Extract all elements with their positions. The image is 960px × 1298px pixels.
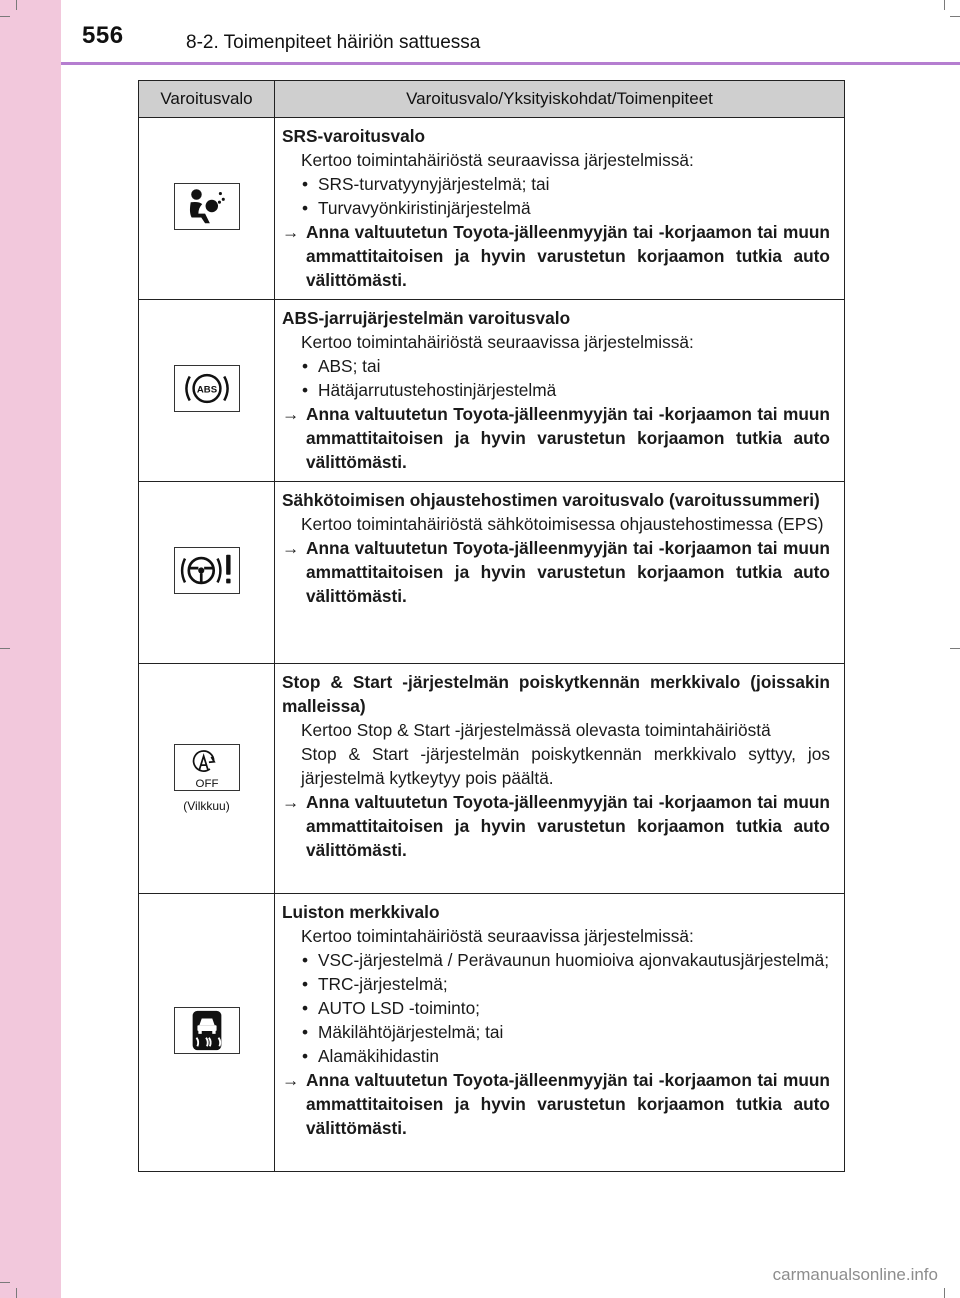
action-text: Anna valtuutetun Toyota-jälleenmyyjän tai -korjaamon tai muun ammattitaitoisen ja hyvin varustetun korjaamon tutkia auto välittömästi. <box>306 404 830 472</box>
table-row <box>139 664 845 894</box>
header-rule <box>61 62 960 65</box>
watermark: carmanualsonline.info <box>772 1265 938 1284</box>
details-cell <box>275 300 845 482</box>
list-item: • TRC-järjestelmä; <box>282 972 830 996</box>
list-item: • AUTO LSD -toiminto; <box>282 996 830 1020</box>
column-header-warning-light: Varoitusvalo <box>139 81 275 118</box>
icon-cell <box>139 482 275 664</box>
icon-cell <box>139 118 275 300</box>
action-text: Anna valtuutetun Toyota-jälleenmyyjän tai -korjaamon tai muun ammattitaitoisen ja hyvin varustetun korjaamon tutkia auto välittömästi. <box>306 792 830 860</box>
slip-indicator-icon <box>174 1007 240 1054</box>
warning-description: Stop & Start -järjestelmän poiskytkennän merkkivalo syttyy, jos järjestelmä kytkeytyy pois päältä. <box>301 744 830 788</box>
list-item: • Alamäkihidastin <box>282 1044 830 1068</box>
arrow-icon: → <box>282 792 300 812</box>
details-cell <box>275 664 845 894</box>
table-row <box>139 894 845 1172</box>
crop-mark <box>950 16 960 17</box>
table-row <box>139 300 845 482</box>
list-item: • Mäkilähtöjärjestelmä; tai <box>282 1020 830 1044</box>
abs-warning-icon <box>174 365 240 412</box>
details-cell <box>275 118 845 300</box>
action-text: Anna valtuutetun Toyota-jälleenmyyjän tai -korjaamon tai muun ammattitaitoisen ja hyvin varustetun korjaamon tutkia auto välittömästi. <box>306 222 830 290</box>
abs-icon-label: ABS <box>196 383 217 395</box>
action-text: Anna valtuutetun Toyota-jälleenmyyjän tai -korjaamon tai muun ammattitaitoisen ja hyvin varustetun korjaamon tutkia auto välittömästi. <box>306 538 830 606</box>
arrow-icon: → <box>282 222 300 242</box>
table-header-row <box>139 81 845 118</box>
crop-mark <box>0 648 10 649</box>
action-instruction <box>282 536 830 608</box>
action-text: Anna valtuutetun Toyota-jälleenmyyjän tai -korjaamon tai muun ammattitaitoisen ja hyvin varustetun korjaamon tutkia auto välittömästi. <box>306 1070 830 1138</box>
icon-caption: (Vilkkuu) <box>183 799 230 813</box>
table-row <box>139 118 845 300</box>
icon-cell <box>139 300 275 482</box>
crop-mark <box>950 648 960 649</box>
left-margin-band <box>0 0 61 1298</box>
crop-mark <box>16 0 17 10</box>
power-steering-warning-icon <box>174 547 240 594</box>
action-instruction <box>282 790 830 862</box>
warning-title: Luiston merkkivalo <box>282 902 440 922</box>
icon-cell <box>139 894 275 1172</box>
action-instruction <box>282 220 830 292</box>
details-cell <box>275 894 845 1172</box>
list-item: • Hätäjarrutustehostinjärjestelmä <box>282 378 830 402</box>
warning-description: Kertoo toimintahäiriöstä sähkötoimisessa ohjaustehostimessa (EPS) <box>301 514 824 534</box>
details-cell <box>275 482 845 664</box>
list-item: • SRS-turvatyynyjärjestelmä; tai <box>282 172 830 196</box>
warning-description: Kertoo toimintahäiriöstä seuraavissa järjestelmissä: <box>301 150 694 170</box>
warning-title: ABS-jarrujärjestelmän varoitusvalo <box>282 308 571 328</box>
warning-title: Sähkötoimisen ohjaustehostimen varoitusvalo (varoitussummeri) <box>282 490 820 510</box>
list-item: • ABS; tai <box>282 354 830 378</box>
crop-mark <box>944 1288 945 1298</box>
arrow-icon: → <box>282 1070 300 1090</box>
column-header-details: Varoitusvalo/Yksityiskohdat/Toimenpiteet <box>275 81 845 118</box>
arrow-icon: → <box>282 538 300 558</box>
warning-description: Kertoo toimintahäiriöstä seuraavissa järjestelmissä: <box>301 926 694 946</box>
stop-start-off-icon <box>174 744 240 791</box>
crop-mark <box>944 0 945 10</box>
warning-light-table <box>138 80 845 1172</box>
warning-description: Kertoo toimintahäiriöstä seuraavissa järjestelmissä: <box>301 332 694 352</box>
list-item: • Turvavyönkiristinjärjestelmä <box>282 196 830 220</box>
action-instruction <box>282 1068 830 1140</box>
list-item: • VSC-järjestelmä / Perävaunun huomioiva ajonvakautusjärjestelmä; <box>282 948 830 972</box>
section-title: 8-2. Toimenpiteet häiriön sattuessa <box>186 32 481 53</box>
crop-mark <box>0 1282 10 1283</box>
warning-description: Kertoo Stop & Start -järjestelmässä olevasta toimintahäiriöstä <box>301 720 771 740</box>
table-row <box>139 482 845 664</box>
icon-cell <box>139 664 275 894</box>
warning-title: SRS-varoitusvalo <box>282 126 426 146</box>
warning-title: Stop & Start -järjestelmän poiskytkennän merkkivalo (joissakin malleissa) <box>282 672 830 716</box>
crop-mark <box>0 16 10 17</box>
page-number: 556 <box>82 22 124 49</box>
action-instruction <box>282 402 830 474</box>
arrow-icon: → <box>282 404 300 424</box>
crop-mark <box>16 1288 17 1298</box>
off-icon-label: OFF <box>195 778 218 790</box>
airbag-warning-icon <box>174 183 240 230</box>
